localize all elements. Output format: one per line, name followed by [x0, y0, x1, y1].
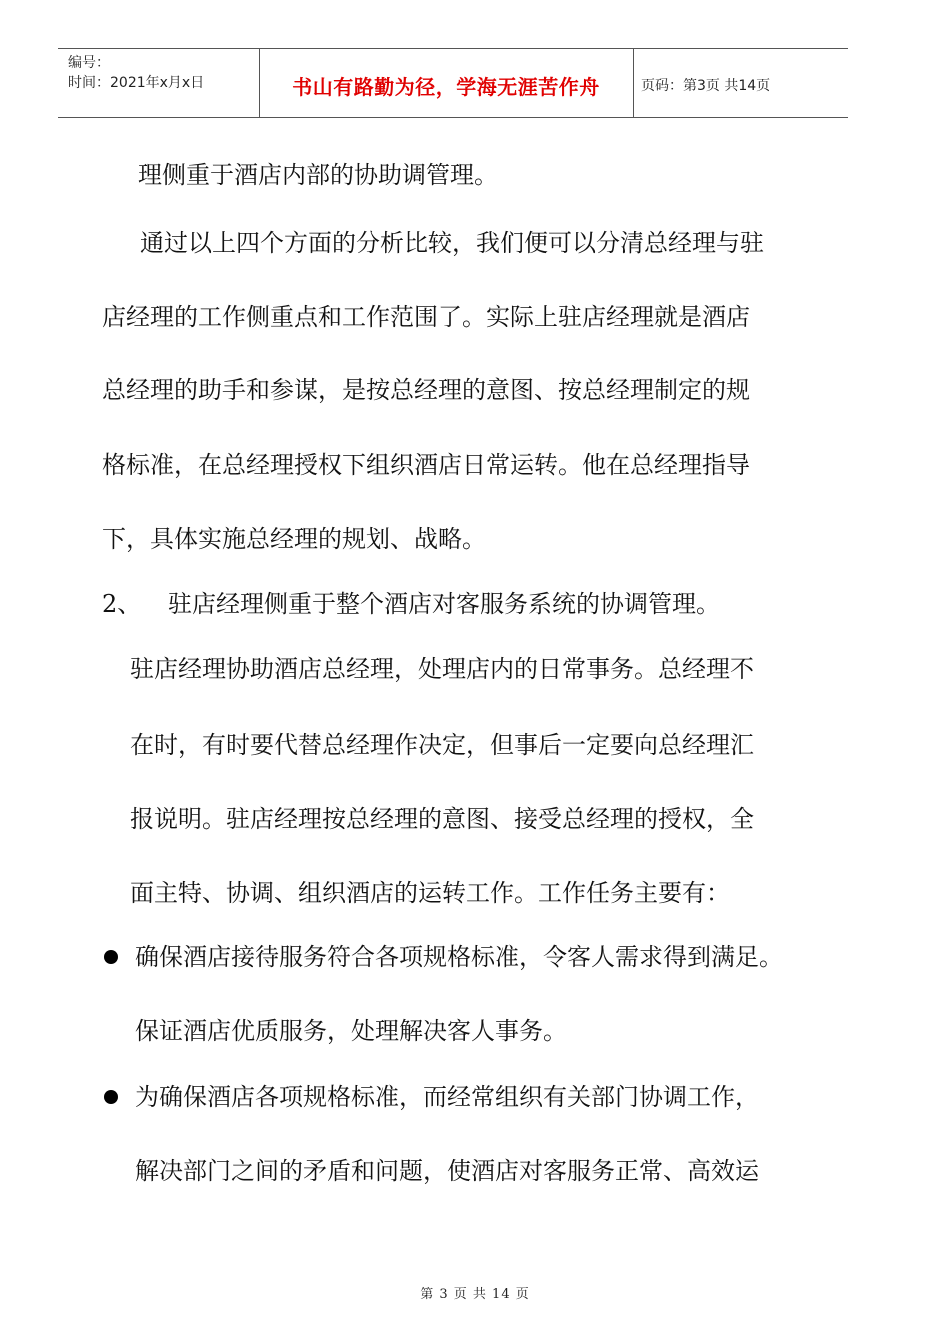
body-line: 下，具体实施总经理的规划、战略。 [102, 525, 486, 553]
body-line: 驻店经理协助酒店总经理，处理店内的日常事务。总经理不 [130, 655, 754, 683]
page-footer: 第 3 页 共 14 页 [420, 1287, 530, 1302]
body-line: 店经理的工作侧重点和工作范围了。实际上驻店经理就是酒店 [102, 303, 750, 331]
section-title: 驻店经理侧重于整个酒店对客服务系统的协调管理。 [168, 590, 720, 618]
body-line: 通过以上四个方面的分析比较，我们便可以分清总经理与驻 [140, 229, 764, 257]
body-line: 解决部门之间的矛盾和问题，使酒店对客服务正常、高效运 [135, 1157, 759, 1185]
body-line: 报说明。驻店经理按总经理的意图、接受总经理的授权，全 [130, 805, 754, 833]
header-motto: 书山有路勤为径，学海无涯苦作舟 [292, 75, 600, 99]
bullet-dot-icon [104, 1090, 118, 1104]
section-number: 2、 [102, 590, 142, 618]
document-time-label: 时间：2021年x月x日 [68, 75, 205, 91]
header-page-code: 页码：第3页 共14页 [641, 78, 771, 94]
body-line: 理侧重于酒店内部的协助调管理。 [138, 161, 498, 189]
bullet-dot-icon [104, 950, 118, 964]
document-number-label: 编号： [68, 55, 110, 71]
body-line: 格标准，在总经理授权下组织酒店日常运转。他在总经理指导 [102, 451, 750, 479]
bullet-item: 为确保酒店各项规格标准，而经常组织有关部门协调工作， [135, 1083, 759, 1111]
header-motto-cell [259, 49, 634, 117]
header-page-cell [633, 49, 848, 117]
body-line: 保证酒店优质服务，处理解决客人事务。 [135, 1017, 567, 1045]
body-line: 面主特、协调、组织酒店的运转工作。工作任务主要有： [130, 879, 730, 907]
header-info-cell [58, 49, 260, 117]
body-line: 总经理的助手和参谋，是按总经理的意图、按总经理制定的规 [102, 376, 750, 404]
page-header [58, 48, 848, 118]
body-line: 在时，有时要代替总经理作决定，但事后一定要向总经理汇 [130, 731, 754, 759]
bullet-item: 确保酒店接待服务符合各项规格标准，令客人需求得到满足。 [135, 943, 783, 971]
